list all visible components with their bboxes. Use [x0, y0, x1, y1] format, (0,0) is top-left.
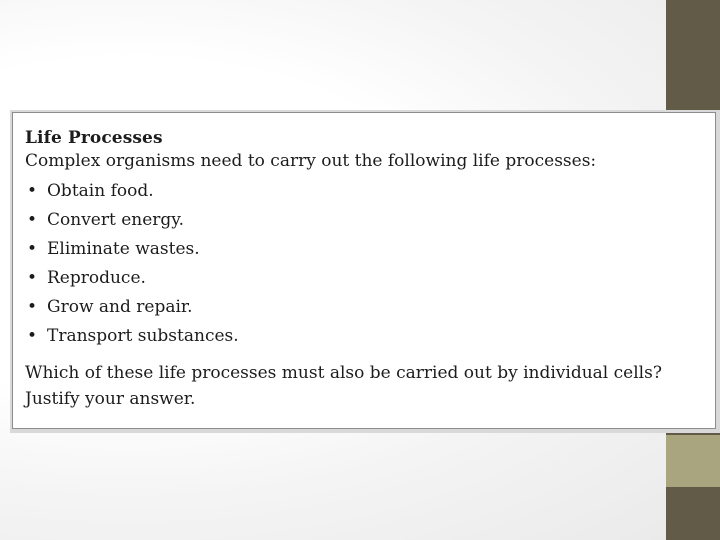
list-item-text: Grow and repair. — [47, 297, 193, 317]
list-item-text: Obtain food. — [47, 181, 154, 201]
list-item — [25, 177, 703, 206]
sidebar-bar-middle — [666, 435, 720, 487]
bullet-icon: • — [27, 239, 38, 259]
list-item — [25, 206, 703, 235]
card-frame — [10, 110, 720, 433]
card-title: Life Processes — [25, 128, 163, 148]
card-intro: Complex organisms need to carry out the following life processes: — [25, 151, 597, 171]
list-item-text: Convert energy. — [47, 210, 185, 230]
process-list — [25, 177, 703, 351]
bullet-icon: • — [27, 268, 38, 288]
bullet-icon: • — [27, 210, 38, 230]
bullet-icon: • — [27, 326, 38, 346]
list-item-text: Transport substances. — [47, 326, 239, 346]
question-line-1: Which of these life processes must also be carried out by individual cells? — [25, 363, 662, 383]
bullet-icon: • — [27, 297, 38, 317]
life-processes-card — [12, 112, 716, 429]
list-item — [25, 293, 703, 322]
question-line-2: Justify your answer. — [25, 389, 196, 409]
list-item — [25, 235, 703, 264]
list-item — [25, 322, 703, 351]
sidebar-bar-bottom — [666, 487, 720, 540]
bullet-icon: • — [27, 181, 38, 201]
question-text — [25, 360, 703, 412]
list-item-text: Reproduce. — [47, 268, 146, 288]
list-item — [25, 264, 703, 293]
list-item-text: Eliminate wastes. — [47, 239, 200, 259]
